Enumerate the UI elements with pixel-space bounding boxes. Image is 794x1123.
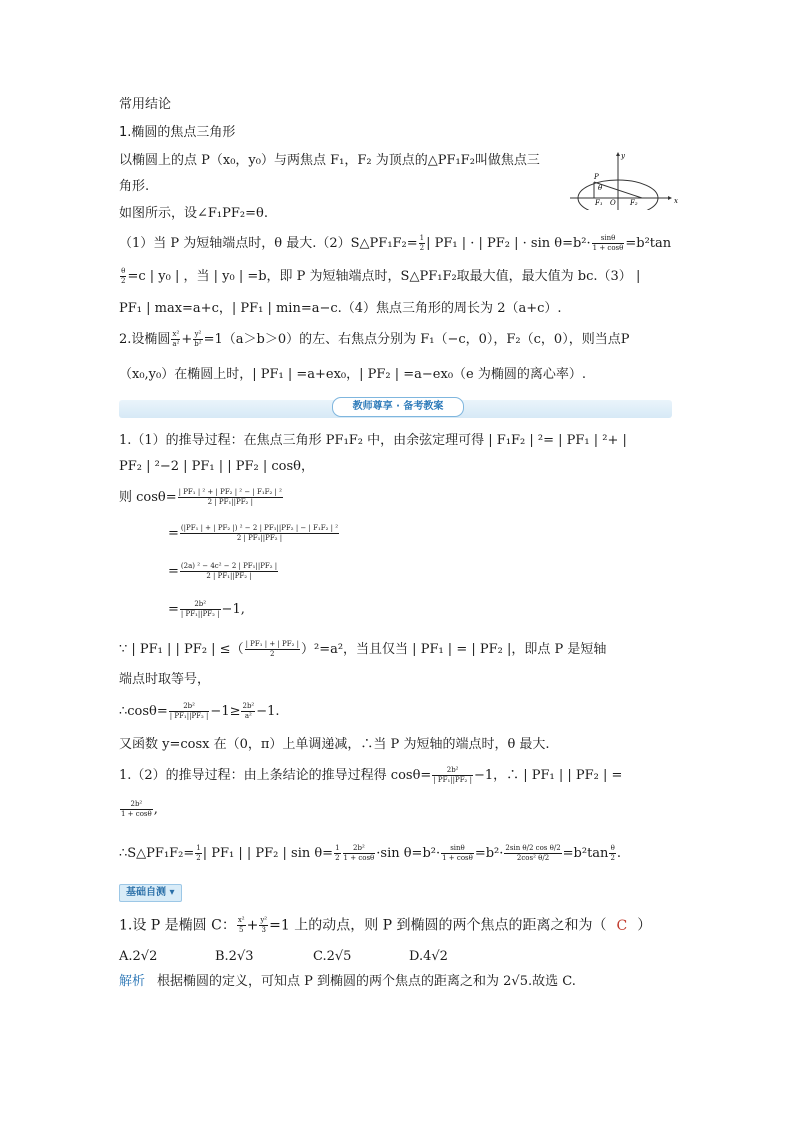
derivation-line-9 (119, 702, 280, 721)
section-1-title: 1.椭圆的焦点三角形 (119, 125, 236, 140)
fraction-numerator: (2a) ² − 4c² − 2 | PF₁||PF₂ | (180, 562, 278, 570)
theta-label: θ (598, 184, 603, 192)
question-1: 1.设 P 是椭圆 C： $\frac{\text{x²}}{5}$ + $\frac{\text{y²}}{3}$ =1 上的动点，则 P 到椭圆的两个焦点的距离之和为（ C ） (119, 916, 652, 934)
fraction-numerator: 2b² (194, 600, 207, 608)
text-segment: ·sin θ=b²· (376, 846, 441, 861)
fraction (334, 844, 340, 863)
fraction-denominator: 5 (237, 925, 246, 935)
text-segment: =1 上的动点，则 P 到椭圆的两个焦点的距离之和为（ (269, 917, 607, 934)
fraction-numerator: 2b² (446, 766, 459, 774)
fraction-denominator: 2 (335, 854, 340, 862)
text-segment: =c | y₀ | ，当 | y₀ | =b，即 P 为短轴端点时，S△PF₁F₂取最大值，最大值为 bc.（3） | (127, 269, 641, 284)
derivation-line-13 (119, 844, 621, 863)
text-segment: 1.设 P 是椭圆 C： (119, 917, 236, 934)
fraction (193, 330, 202, 349)
teacher-banner (119, 397, 672, 421)
text-segment: =1（a＞b＞0）的左、右焦点分别为 F₁（−c，0），F₂（c，0），则当点P (203, 332, 630, 347)
paragraph-3-line-2 (119, 267, 640, 286)
paragraph-4-line-2: （x₀,y₀）在椭圆上时，| PF₁ | =a+ex₀，| PF₂ | =a−ex₀（e 为椭圆的离心率）. (119, 367, 587, 382)
fraction (171, 330, 180, 349)
text-segment: 1.（2）的推导过程：由上条结论的推导过程得 cosθ= (119, 768, 432, 783)
fraction-numerator: θ (610, 844, 615, 852)
fraction-numerator: x² (237, 916, 245, 924)
fraction (180, 600, 221, 619)
fraction-numerator: | PF₁ | + | PF₂ | (245, 640, 299, 648)
fraction-denominator: 2 | PF₁||PF₂ | (180, 533, 339, 543)
text-segment: ∵ | PF₁ | | PF₂ | ≤（ (119, 642, 244, 657)
fraction-denominator: 2 | PF₁||PF₂ | (178, 497, 283, 507)
fraction-denominator: 2 (121, 277, 126, 285)
answer-letter: C (616, 917, 628, 934)
text-segment: 2.设椭圆 (119, 332, 171, 347)
fraction-numerator: 2sin θ/2 cos θ/2 (505, 844, 561, 852)
fraction-denominator: 1 + cosθ (343, 854, 375, 862)
basic-self-test-tag: 基础自测 ▾ (119, 884, 182, 902)
derivation-line-12 (119, 800, 158, 819)
fraction-numerator: 1 (419, 234, 425, 242)
fraction-denominator: a² (241, 711, 255, 721)
fraction (432, 766, 473, 785)
point-p-label: P (594, 173, 599, 181)
fraction (178, 488, 283, 507)
fraction-denominator: 1 + cosθ (442, 854, 473, 862)
fraction-numerator: 1 (196, 844, 201, 852)
tag-label: 基础自测 (126, 887, 166, 898)
text-segment: （1）当 P 为短轴端点时，θ 最大.（2）S△PF₁F₂= (119, 236, 418, 251)
fraction (245, 640, 300, 659)
x-label: x (674, 197, 678, 205)
derivation-line-3 (119, 488, 284, 507)
options-row (119, 948, 448, 966)
y-axis-arrow (616, 152, 620, 156)
text-segment: . (616, 846, 622, 861)
text-segment: −1, (221, 602, 245, 617)
paragraph-3-line-3: PF₁ | max=a+c，| PF₁ | min=a−c.（4）焦点三角形的周长为 2（a+c）. (119, 301, 562, 316)
text-segment: ∴S△PF₁F₂= (119, 846, 195, 861)
text-segment: , (153, 802, 158, 817)
fraction-numerator: x² (172, 330, 180, 338)
derivation-line-8: 端点时取等号， (119, 672, 211, 687)
text-segment: −1. (256, 704, 280, 719)
paragraph-1-line-2: 角形. (119, 179, 150, 194)
fraction (343, 844, 376, 863)
fraction-denominator: 2 | PF₁||PF₂ | (180, 571, 278, 581)
fraction-denominator: 1 + cosθ (592, 244, 624, 252)
fraction-numerator: θ (121, 267, 126, 275)
fraction-numerator: | PF₁ | ² + | PF₂ | ² − | F₁F₂ | ² (178, 488, 282, 496)
fraction-numerator: y² (194, 330, 202, 338)
text-segment: ） (637, 917, 652, 934)
fraction-denominator: 3 (259, 925, 268, 935)
fraction-numerator: sinθ (450, 844, 465, 852)
fraction (419, 234, 425, 253)
derivation-line-4: = $\frac{\text{(|PF₁ | + | PF₂ |) ² − 2 | PF₁||PF₂ | − | F₁F₂ | ²}}{\text{2 | PF₁||PF₂ |}}$ (168, 524, 339, 542)
fraction-numerator: sinθ (600, 234, 616, 242)
fraction-denominator: a² (172, 340, 180, 348)
text-segment: =b²· (474, 846, 504, 861)
fraction (609, 844, 615, 863)
fraction (169, 702, 210, 721)
option-a: A.2√2 (119, 949, 158, 964)
solution (119, 973, 576, 991)
fraction-denominator: 2 (245, 649, 300, 659)
y-label: y (621, 152, 625, 160)
text-segment: | PF₁ | | PF₂ | sin θ= (202, 846, 334, 861)
fraction (195, 844, 201, 863)
fraction-denominator: 2 (196, 854, 201, 862)
fraction-numerator: 2b² (242, 702, 255, 710)
fraction-numerator: 2b² (183, 702, 195, 710)
text-segment: −1，∴ | PF₁ | | PF₂ | = (473, 768, 623, 783)
fraction-denominator: 2 (610, 854, 615, 862)
fraction-denominator: 2cos² θ/2 (504, 853, 561, 863)
f1-label: F₁ (595, 199, 603, 207)
fraction (592, 234, 625, 253)
origin-label: O (610, 199, 616, 207)
text-segment: −1≥ (210, 704, 241, 719)
solution-label: 解析 (119, 974, 146, 989)
fraction-denominator: | PF₁||PF₂ | (169, 712, 209, 720)
derivation-line-6: = $\frac{\text{2b²}}{\text{| PF₁||PF₂ |}}$ −1, (168, 600, 245, 618)
text-segment: =b²tan (562, 846, 609, 861)
fraction (120, 267, 126, 286)
fraction (180, 524, 339, 543)
text-segment: 则 cosθ= (119, 490, 177, 505)
f2-label: F₂ (630, 199, 638, 207)
fraction-denominator: 2 (419, 244, 425, 252)
fraction-denominator: | PF₁||PF₂ | (433, 776, 472, 784)
derivation-line-7 (119, 640, 606, 659)
paragraph-2: 如图所示，设∠F₁PF₂=θ. (119, 206, 268, 221)
section-heading: 常用结论 (119, 97, 172, 112)
solution-text: 根据椭圆的定义，可知点 P 到椭圆的两个焦点的距离之和为 2√5.故选 C. (157, 974, 576, 989)
fraction-numerator: 1 (335, 844, 340, 852)
fraction (180, 562, 278, 581)
fraction (241, 702, 255, 721)
fraction-numerator: y² (260, 916, 268, 924)
derivation-line-10: 又函数 y=cosx 在（0，π）上单调递减，∴当 P 为短轴的端点时，θ 最大. (119, 737, 550, 752)
derivation-line-1: 1.（1）的推导过程：在焦点三角形 PF₁F₂ 中，由余弦定理可得 | F₁F₂ | ²= | PF₁ | ²+ | (119, 433, 627, 448)
fraction (120, 800, 153, 819)
option-b: B.2√3 (215, 949, 254, 964)
fraction (441, 844, 474, 863)
fraction (504, 844, 561, 863)
text-segment: | PF₁ | · | PF₂ | · sin θ=b²· (426, 236, 591, 251)
option-c: C.2√5 (313, 949, 352, 964)
ellipse-diagram (570, 150, 680, 210)
paragraph-3-line-1 (119, 234, 671, 253)
text-segment: ∴cosθ= (119, 704, 168, 719)
fraction-denominator: 1 + cosθ (121, 810, 152, 818)
derivation-line-11 (119, 766, 622, 785)
text-segment: ）²=a²，当且仅当 | PF₁ | = | PF₂ |，即点 P 是短轴 (300, 642, 607, 657)
fraction-numerator: 2b² (353, 844, 365, 852)
option-d: D.4√2 (409, 949, 448, 964)
text-segment: =b²tan (625, 236, 672, 251)
paragraph-1-line-1: 以椭圆上的点 P（x₀，y₀）与两焦点 F₁，F₂ 为顶点的△PF₁F₂叫做焦点三 (119, 153, 540, 168)
derivation-line-2: PF₂ | ²−2 | PF₁ | | PF₂ | cosθ， (119, 459, 315, 474)
derivation-line-5: = $\frac{\text{(2a) ² − 4c² − 2 | PF₁||PF₂ |}}{\text{2 | PF₁||PF₂ |}}$ (168, 562, 278, 580)
fraction-denominator: b² (194, 340, 202, 348)
x-axis-arrow (668, 196, 672, 200)
paragraph-4-line-1: 2.设椭圆 $\frac{\text{x²}}{\text{a²}}$ + $\frac{\text{y²}}{\text{b²}}$ =1（a＞b＞0）的左、右焦点分别为 F₁（−c，0），F₂（c，0），则当点P (119, 330, 630, 348)
fraction-numerator: (|PF₁ | + | PF₂ |) ² − 2 | PF₁||PF₂ | − | F₁F₂ | ² (180, 524, 339, 532)
fraction (259, 916, 268, 935)
fraction-numerator: 2b² (130, 800, 143, 808)
fraction-denominator: | PF₁||PF₂ | (180, 610, 220, 618)
banner-label: 教师尊享 · 备考教案 (332, 397, 464, 417)
fraction (237, 916, 246, 935)
